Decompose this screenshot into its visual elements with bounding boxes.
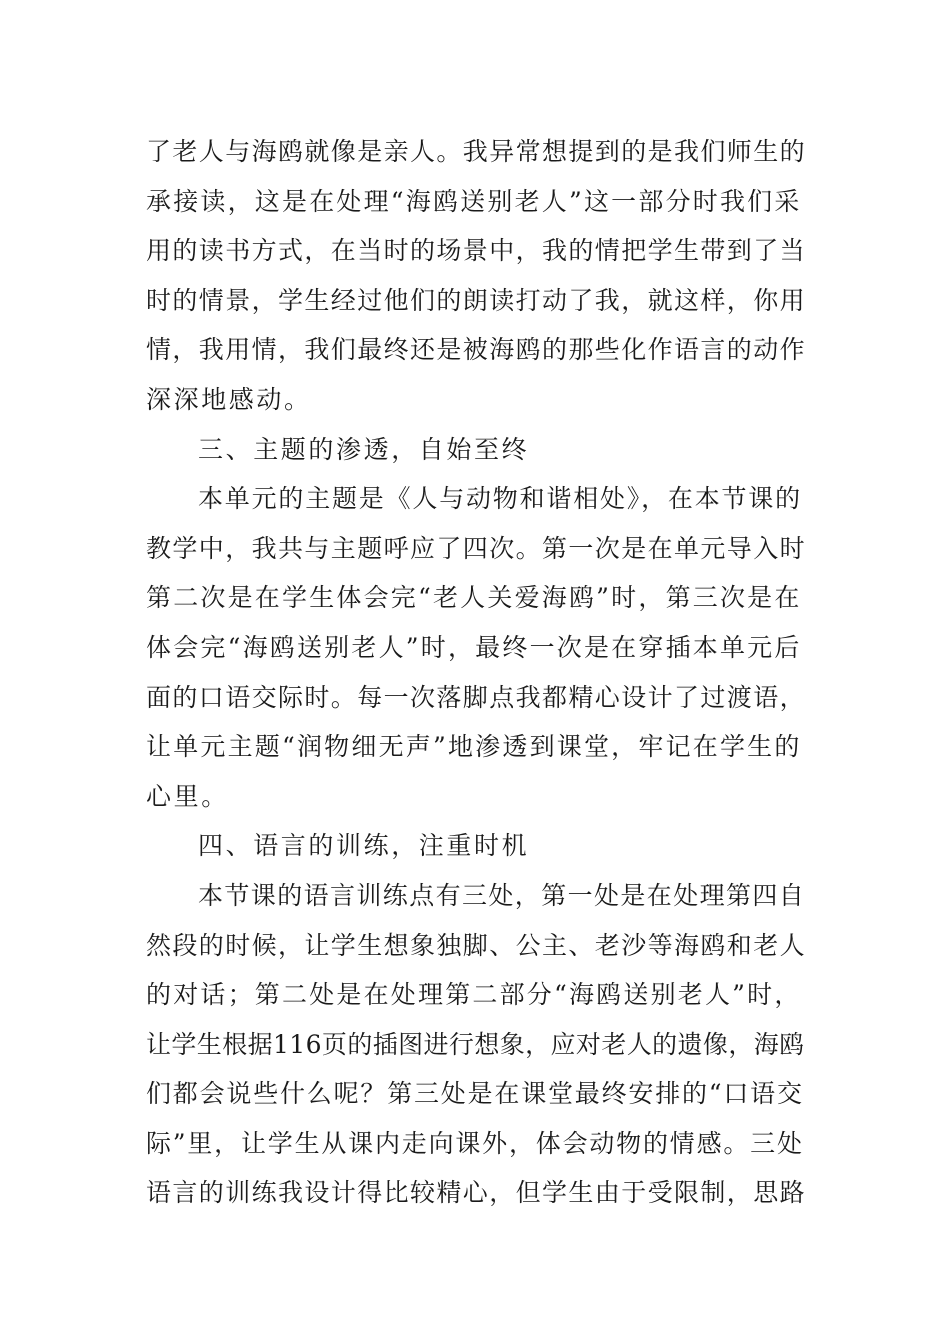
text-line: 了老人与海鸥就像是亲人。我异常想提到的是我们师生的 xyxy=(146,137,807,166)
text-line: 情，我用情，我们最终还是被海鸥的那些化作语言的动作 xyxy=(146,335,807,365)
section-heading: 四、语言的训练，注重时机 xyxy=(198,831,530,861)
text-line: 然段的时候，让学生想象独脚、公主、老沙等海鸥和老人 xyxy=(146,930,807,960)
text-line: 教学中，我共与主题呼应了四次。第一次是在单元导入时 xyxy=(146,533,807,563)
section-heading: 三、主题的渗透，自始至终 xyxy=(198,434,530,464)
text-line: 的对话；第二处是在处理第二部分“海鸥送别老人”时， xyxy=(146,980,802,1010)
text-line: 心里。 xyxy=(146,781,229,811)
text-line: 本节课的语言训练点有三处，第一处是在处理第四自 xyxy=(198,880,806,910)
text-line: 本单元的主题是《人与动物和谐相处》，在本节课的 xyxy=(198,484,802,514)
text-line: 让学生根据116页的插图进行想象，应对老人的遗像，海鸥 xyxy=(146,1029,805,1059)
text-line: 承接读，这是在处理“海鸥送别老人”这一部分时我们采 xyxy=(146,186,802,216)
text-line: 时的情景，学生经过他们的朗读打动了我，就这样，你用 xyxy=(146,285,807,315)
text-line: 际”里，让学生从课内走向课外，体会动物的情感。三处 xyxy=(146,1128,804,1158)
text-line: 语言的训练我设计得比较精心，但学生由于受限制，思路 xyxy=(146,1178,807,1208)
text-line: 第二次是在学生体会完“老人关爱海鸥”时，第三次是在 xyxy=(146,583,802,613)
text-line: 们都会说些什么呢？第三处是在课堂最终安排的“口语交 xyxy=(146,1079,804,1109)
text-line: 面的口语交际时。每一次落脚点我都精心设计了过渡语， xyxy=(146,682,807,712)
text-line: 体会完“海鸥送别老人”时，最终一次是在穿插本单元后 xyxy=(146,632,802,662)
text-line: 深深地感动。 xyxy=(146,384,312,414)
body-text xyxy=(146,127,806,1218)
text-line: 让单元主题“润物细无声”地渗透到课堂，牢记在学生的 xyxy=(146,732,802,762)
text-line: 用的读书方式，在当时的场景中，我的情把学生带到了当 xyxy=(146,236,807,266)
